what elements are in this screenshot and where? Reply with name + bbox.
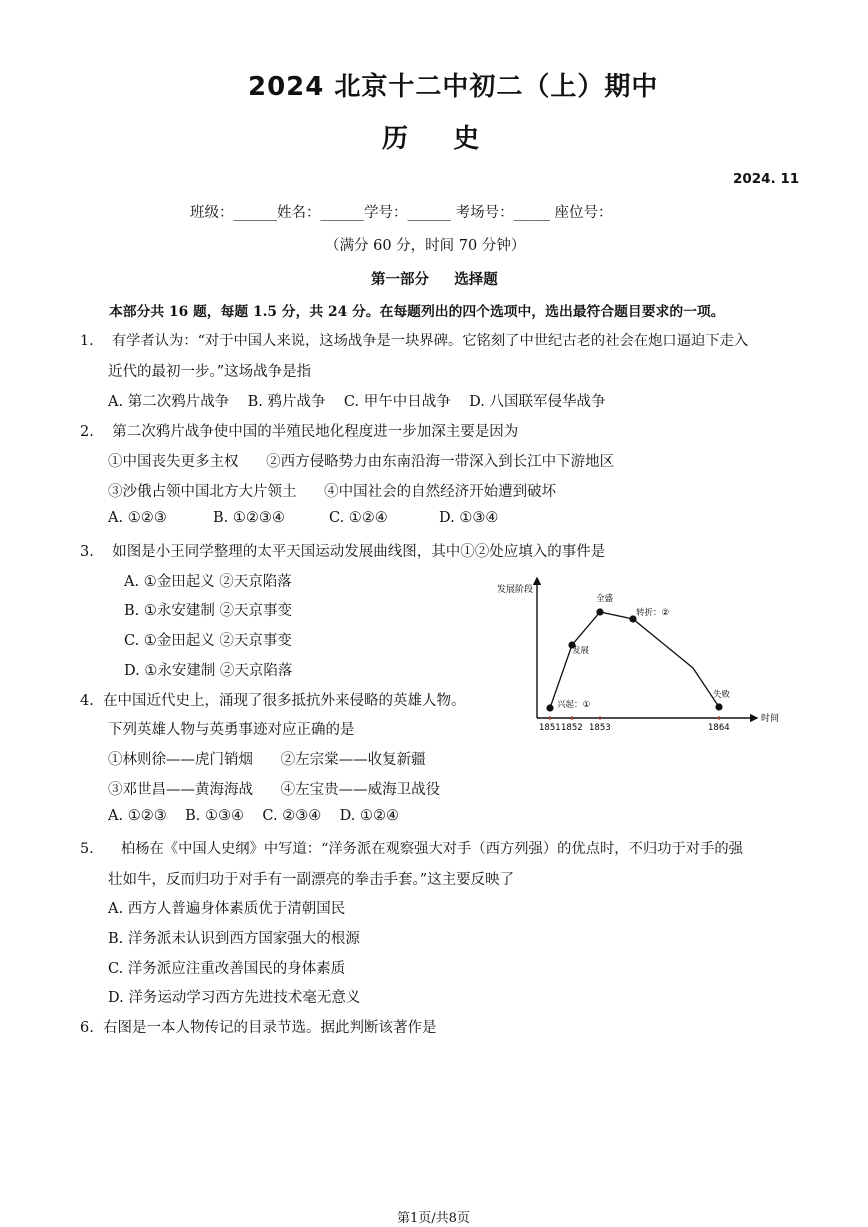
- section-instruction: 本部分共 16 题，每题 1.5 分，共 24 分。在每题列出的四个选项中，选出最符合题目要求的一项。: [109, 304, 725, 320]
- q5-stem-line1: 5. 柏杨在《中国人史纲》中写道：“洋务派在观察强大对手（西方列强）的优点时，不归功于对手的强: [80, 841, 743, 857]
- q2-statements-1: ①中国丧失更多主权 ②西方侵略势力由东南沿海一带深入到长江中下游地区: [108, 454, 615, 470]
- q5-option-a: A. 西方人普遍身体素质优于清朝国民: [108, 901, 346, 917]
- data-point: [546, 704, 553, 711]
- q3-stem: 3. 如图是小王同学整理的太平天国运动发展曲线图，其中①②处应填入的事件是: [80, 544, 606, 560]
- q4-stem-line2: 下列英雄人物与英勇事迹对应正确的是: [108, 722, 355, 738]
- x-axis-label: 时间: [761, 714, 780, 724]
- q1-stem-line1: 1. 有学者认为：“对于中国人来说，这场战争是一块界碑。它铭刻了中世纪古老的社会在炮口逼迫下走入: [80, 333, 749, 349]
- section-heading: 第一部分 选择题: [371, 272, 498, 288]
- q5-option-c: C. 洋务派应注重改善国民的身体素质: [108, 961, 346, 977]
- point-label: 全盛: [596, 594, 614, 604]
- q3-option-a: A. ①金田起义 ②天京陷落: [124, 574, 292, 590]
- q5-option-d: D. 洋务运动学习西方先进技术毫无意义: [108, 990, 361, 1006]
- data-point: [596, 608, 603, 615]
- q1-stem-line2: 近代的最初一步。”这场战争是指: [108, 364, 312, 380]
- q2-statements-2: ③沙俄占领中国北方大片领土 ④中国社会的自然经济开始遭到破坏: [108, 484, 557, 500]
- q5-option-b: B. 洋务派未认识到西方国家强大的根源: [108, 931, 360, 947]
- x-tick-label: 1864: [708, 723, 730, 733]
- x-tick-label: 1851: [539, 723, 561, 733]
- point-label: 发展: [572, 646, 590, 656]
- score-time-line: （满分 60 分，时间 70 分钟）: [325, 238, 526, 254]
- q2-stem: 2. 第二次鸦片战争使中国的半殖民地化程度进一步加深主要是因为: [80, 424, 519, 440]
- series-line: [550, 612, 719, 708]
- q5-stem-line2: 壮如牛，反而归功于对手有一副漂亮的拳击手套。”这主要反映了: [108, 872, 515, 888]
- q2-option-d: D. ①③④: [439, 510, 499, 526]
- exam-title: 2024 北京十二中初二（上）期中: [248, 72, 659, 102]
- q4-statements-2: ③邓世昌——黄海海战 ④左宝贵——威海卫战役: [108, 782, 441, 798]
- point-label: 转折：②: [636, 608, 670, 618]
- q2-option-a: A. ①②③: [108, 510, 167, 526]
- page-number: 第1页/共8页: [397, 1211, 470, 1226]
- data-point: [715, 703, 722, 710]
- point-label: 失败: [713, 690, 731, 700]
- q2-option-c: C. ①②④: [329, 510, 388, 526]
- q2-option-b: B. ①②③④: [213, 510, 285, 526]
- point-label: 兴起：①: [557, 700, 591, 710]
- q4-statements-1: ①林则徐——虎门销烟 ②左宗棠——收复新疆: [108, 752, 426, 768]
- x-tick-label: 1853: [589, 723, 611, 733]
- q6-stem: 6. 右图是一本人物传记的目录节选。据此判断该著作是: [80, 1020, 437, 1036]
- q1-options: A. 第二次鸦片战争 B. 鸦片战争 C. 甲午中日战争 D. 八国联军侵华战争: [108, 394, 606, 410]
- q3-option-c: C. ①金田起义 ②天京事变: [124, 633, 292, 649]
- exam-date: 2024. 11: [733, 171, 800, 187]
- student-info-line: 班级：______姓名：______学号：______ 考场号：_____ 座位号：: [190, 205, 613, 221]
- q3-option-d: D. ①永安建制 ②天京陷落: [124, 663, 293, 679]
- subject-title: 历 史: [382, 124, 480, 154]
- y-axis-label: 发展阶段: [497, 585, 534, 595]
- q4-options: A. ①②③ B. ①③④ C. ②③④ D. ①②④: [108, 808, 399, 824]
- taiping-development-chart: [495, 570, 785, 735]
- q4-stem-line1: 4. 在中国近代史上，涌现了很多抵抗外来侵略的英雄人物。: [80, 693, 466, 709]
- x-tick-label: 1852: [561, 723, 583, 733]
- q3-option-b: B. ①永安建制 ②天京事变: [124, 603, 292, 619]
